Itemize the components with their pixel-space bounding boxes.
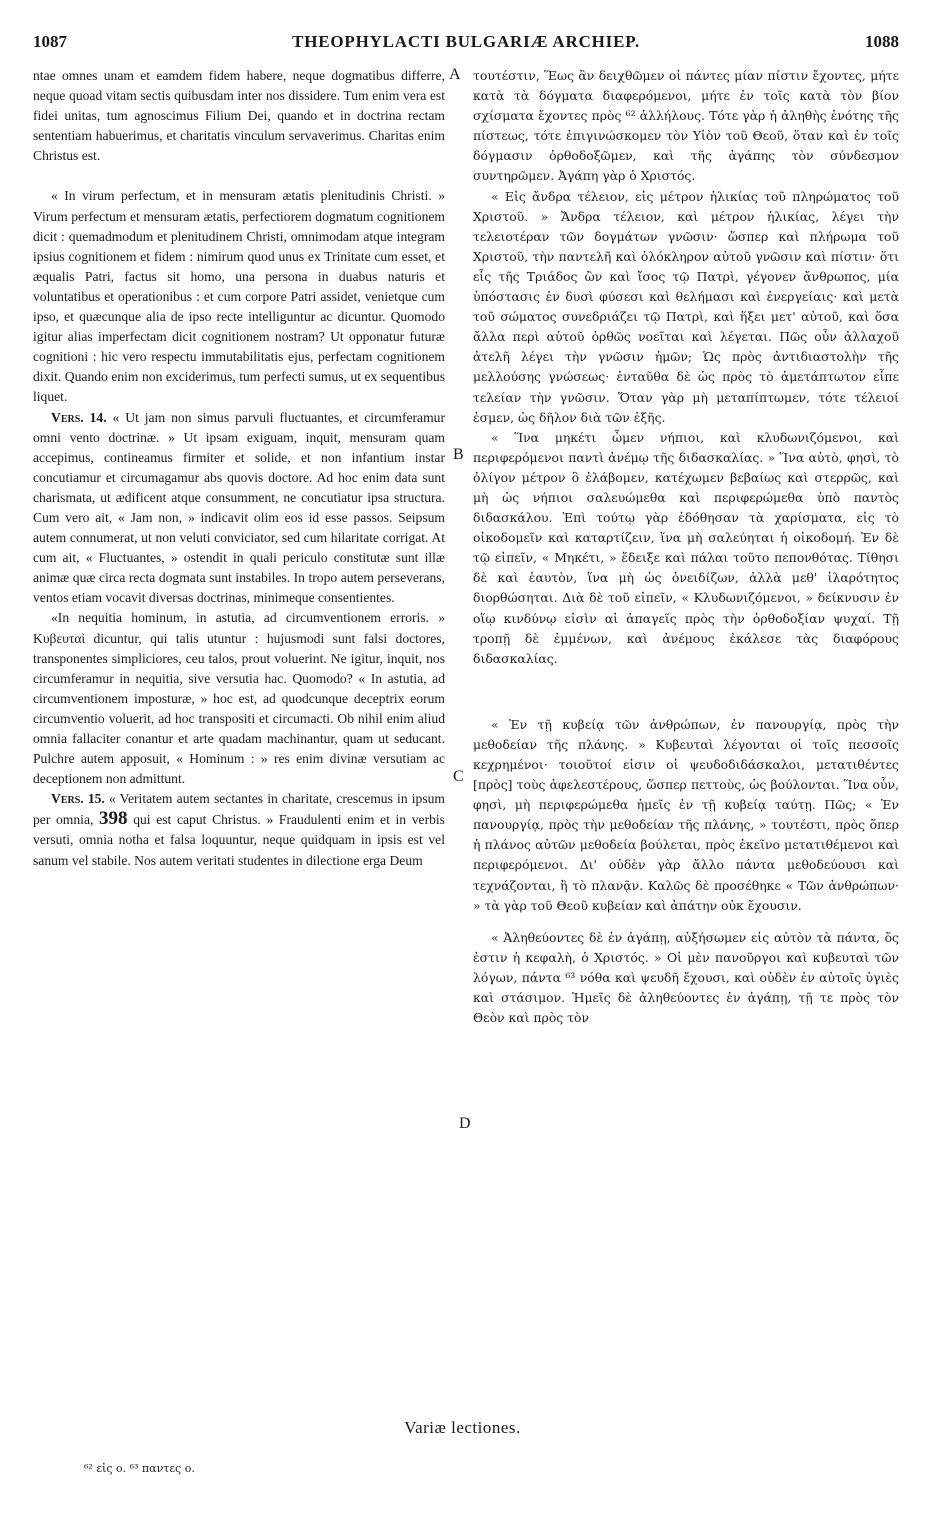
greek-paragraph: « Εἰς ἄνδρα τέλειον, εἰς μέτρον ἡλικίας τοῦ πληρώματος τοῦ Χριστοῦ. » Ἄνδρα τέλειον, καὶ μέτρον ἡλικίας, λέγει τὴν τελειοτέραν τῶν δογμάτων γνῶσιν· ὥσπερ καὶ πλήρωμα τοῦ Χριστοῦ, τὴν παντελῆ καὶ ὁλόκληρον αὐτοῦ γνῶσιν καὶ πίστιν· ὅτι εἷς τῆς Τριάδος ὢν καὶ ἴσος τῷ Πατρὶ, γέγονεν ἄνθρωπος, μία ὑπόστασις ἐν δυσὶ φύσεσι καὶ θελήμασι καὶ ἐνεργείαις· καὶ μετὰ τοῦ σώματος συνεδριάζει τῷ Πατρὶ, καὶ ἥξει μετ' αὐτοῦ, καὶ ὅσα ἄλλα περὶ αὐτοῦ ὀρθῶς νοεῖται καὶ λέγεται. Πῶς οὖν ἀλλαχοῦ ἀτελῆ λέγει τὴν γνῶσιν ἡμῶν; Ὡς πρὸς ἀντιδιαστολὴν τῆς μελλούσης γνώσεως· ἐνταῦθα δὲ ὡς πρὸς τὸ ἀμετάπτωτον εἶπε τελείαν τὴν γνῶσιν. Ὅταν γὰρ μὴ μεταπίπτωμεν, τότε τέλειοί ἐσμεν, ὡς δῆλον διὰ τῶν ἑξῆς. xyxy=(473,188,899,425)
verse-label: Vers. 14. xyxy=(51,409,107,425)
margin-marker-a: A xyxy=(449,66,461,83)
greek-column xyxy=(473,66,899,1028)
page-number-left: 1087 xyxy=(33,32,67,51)
margin-marker-b: B xyxy=(453,446,464,463)
page-number-right: 1088 xyxy=(865,32,899,51)
latin-paragraph xyxy=(33,408,445,609)
latin-paragraph xyxy=(33,789,445,870)
footnote: ⁶² εἰς ο. ⁶³ παντες ο. xyxy=(84,1462,195,1475)
running-title: THEOPHYLACTI BULGARIÆ ARCHIEP. xyxy=(292,32,640,51)
greek-paragraph: « Ἵνα μηκέτι ὦμεν νήπιοι, καὶ κλυδωνιζόμενοι, καὶ περιφερόμενοι παντὶ ἀνέμῳ τῆς διδασκαλίας. » Ἵνα αὐτὸ, φησὶ, τὸ ὀλίγον μέτρον ὃ ἐλάβομεν, κατέχωμεν βεβαίως καὶ στερρῶς, καὶ μὴ ὡς νήπιοι σαλευώμεθα καὶ περιφερώμεθα ὑπὸ παντὸς διδασκάλου. Ἐπὶ τούτῳ γὰρ ἐδόθησαν τὰ χαρίσματα, εἰς τὸ οἰκοδομεῖν καὶ καταρτίζειν, ἵνα μὴ σαλεύηται ἡ οἰκοδομή. Ἐν δὲ τῷ εἰπεῖν, « Μηκέτι, » ἔδειξε καὶ πάλαι τοῦτο πεπονθότας. Τίθησι δὲ καὶ ἑαυτὸν, ἵνα μὴ ὡς ὀνειδίζων, ἀλλὰ μεθ' ἱλαρότητος διορθώσηται. Διὰ δὲ τοῦ εἰπεῖν, « Κλυδωνιζόμενοι, » δείκνυσιν ἐν οἵῳ κινδύνῳ εἰσὶν αἱ ἀπαγεῖς πρὸς τὴν ὀρθοδοξίαν ψυχαί. Τῇ τροπῇ δὲ ἐμμένων, καὶ ἀνέμους ἐκάλεσε τὰς διαφόρους διδασκαλίας. xyxy=(473,429,899,666)
latin-column xyxy=(33,66,445,871)
variae-lectiones-heading: Variæ lectiones. xyxy=(404,1418,521,1437)
latin-verse-text: qui est caput Christus. » Fraudulenti enim et in verbis versuti, omnia notha et falsa loquuntur, neque quidquam in ipsis est vel sanum vel stabile. Nos autem veritati studentes in dilectione erga Deum xyxy=(33,812,445,868)
margin-marker-c: C xyxy=(453,768,464,785)
margin-marker-d: D xyxy=(459,1115,471,1132)
greek-paragraph: « Ἀληθεύοντες δὲ ἐν ἀγάπῃ, αὐξήσωμεν εἰς αὐτὸν τὰ πάντα, ὅς ἐστιν ἡ κεφαλὴ, ὁ Χριστός. » Οἱ μὲν πανοῦργοι καὶ κυβευταὶ τῶν λόγων, πάντα ⁶³ νόθα καὶ ψευδῆ ἔχουσι, καὶ οὐδὲν ἐν αὐτοῖς ὑγιὲς καὶ στάσιμον. Ἡμεῖς δὲ ἀληθεύοντες ἐν ἀγάπῃ, τῇ τε πρὸς τὸν Θεὸν καὶ πρὸς τὸν xyxy=(473,929,899,1026)
latin-verse-text: « Veritatem autem sectantes in charitate, crescemus in ipsum per omnia, xyxy=(33,791,445,828)
page-header xyxy=(33,30,899,60)
greek-paragraph: « Ἐν τῇ κυβείᾳ τῶν ἀνθρώπων, ἐν πανουργίᾳ, πρὸς τὴν μεθοδείαν τῆς πλάνης. » Κυβευταὶ λέγονται οἱ τοῖς πεσσοῖς κεχρημένοι· τοιοῦτοί εἰσιν οἱ ψευδοδιδάσκαλοι, μετατιθέντες [πρὸς] τοὺς ἀφελεστέρους, ὥσπερ πεττοὺς, ὡς βούλονται. Ἵνα οὖν, φησὶ, μὴ περιφερώμεθα ἡμεῖς ἐν τῇ κυβείᾳ ταύτῃ. Πῶς; « Ἐν πανουργίᾳ, πρὸς τὴν μεθοδείαν τῆς πλάνης, » τουτέστι, πρὸς ὅπερ ἡ πλάνος αὐτῶν μεθοδεία βούλεται, πρὸς ἐκεῖνο μετατιθέμενοι καὶ περιφερόμενοι. Δι' οὐδὲν γὰρ ἄλλο πάντα μεθοδεύουσι καὶ τεχνάζονται, ἢ τὸ πλανᾷν. Καλῶς δὲ προσέθηκε « Τῶν ἀνθρώπων· » τὰ γὰρ τοῦ Θεοῦ κυβείαν καὶ ἀπάτην οὐκ ἔχουσιν. xyxy=(473,716,899,913)
latin-verse-text: « Ut jam non simus parvuli fluctuantes, et circumferamur omni vento doctrinæ. » Ut ipsam exiguam, inquit, mensuram quam accepimus, contineamus firmiter et solide, et non infantium instar concutiamur et circumagamur abs quovis doctore. Ad hoc enim data sunt charismata, ut ædificent atque consumment, ne concutiatur ipsa structura. Cum vero ait, « Jam non, » indicavit olim eos id esse passos. Seipsum autem connumerat, ut non veluti conviciator, sed cum hilaritate corrigat. At cum ait, « Fluctuantes, » ostendit in quali periculo constitutæ sunt illæ animæ quæ circa recta dogmata sunt instabiles. In tropo autem perseverans, ventos etiam vocavit diversas doctrinas, minimeque consentientes. xyxy=(33,409,445,606)
latin-paragraph: «In nequitia hominum, in astutia, ad circumventionem erroris. » Κυβευταὶ dicuntur, qui talis utuntur : hujusmodi sunt falsi doctores, transponentes simpliciores, ceu talos, prout voluerint. Ne igitur, inquit, nos circumferamur in nequitia, sive versutia hac. Quomodo? « In astutia, ad circumventionem imposturæ, » hoc est, ad quodcunque deceptrix eorum circumventio voluerit, ad hoc transpositi et circumacti. Ob nihil enim aliud omnia fallaciter conantur et arte quadam machinantur, quam ut seducant. Pulchre autem apposuit, « Hominum : » res enim divinæ versutiam ac deceptionem non admittunt. xyxy=(33,610,445,787)
verse-label: Vers. 15. xyxy=(51,791,105,807)
column-number: 398 xyxy=(99,808,128,830)
latin-paragraph: ntae omnes unam et eamdem fidem habere, neque dogmatibus differre, neque quoad vitam sectis quibusdam inter nos dissidere. Tum enim vera est fidei unitas, tum agnoscimus Filium Dei, quando et in doctrina rectam sententiam habuerimus, et charitatis vinculum servaverimus. Charitas enim Christus est. xyxy=(33,68,445,164)
greek-paragraph: τουτέστιν, Ἕως ἂν δειχθῶμεν οἱ πάντες μίαν πίστιν ἔχοντες, μήτε κατὰ τὰ δόγματα διαφερόμενοι, μήτε ἐν τοῖς κατὰ τὸν βίον σχίσματα ἔχοντες πρὸς ⁶² ἀλλήλους. Τότε γὰρ ἡ ἀληθὴς ἑνότης τῆς πίστεως, τότε ἐπιγινώσκομεν τὸν Υἱὸν τοῦ Θεοῦ, ὅταν καὶ ἐν τοῖς δόγμασιν ὀρθοδοξῶμεν, καὶ τῆς ἀγάπης τὸν σύνδεσμον συντηρῶμεν. Ἀγάπη γὰρ ὁ Χριστός. xyxy=(473,68,899,184)
latin-paragraph: « In virum perfectum, et in mensuram ætatis plenitudinis Christi. » Virum perfectum et mensuram ætatis, perfectiorem dogmatum cognitionem dicit : quemadmodum et plenitudinem Christi, omnimodam atque integram ipsius cognitionem et fidem : nimirum quod unus ex Trinitate cum esset, et æqualis Patri, factus sit homo, una persona in duabus naturis et voluntatibus et operationibus : et cum corpore Patri assidet, venietque cum ipso, et quæcunque alia de ipso recte intelliguntur ac dicuntur. Quomodo igitur alias imperfectam dicit cognitionem nostram? Ut opponatur futuræ cognitioni : hic vero respectu immutabilitatis ejus, perfectam cognitionem dixit. Quando enim non exciderimus, tum perfecti sumus, ut ex sequentibus liquet. xyxy=(33,188,445,405)
